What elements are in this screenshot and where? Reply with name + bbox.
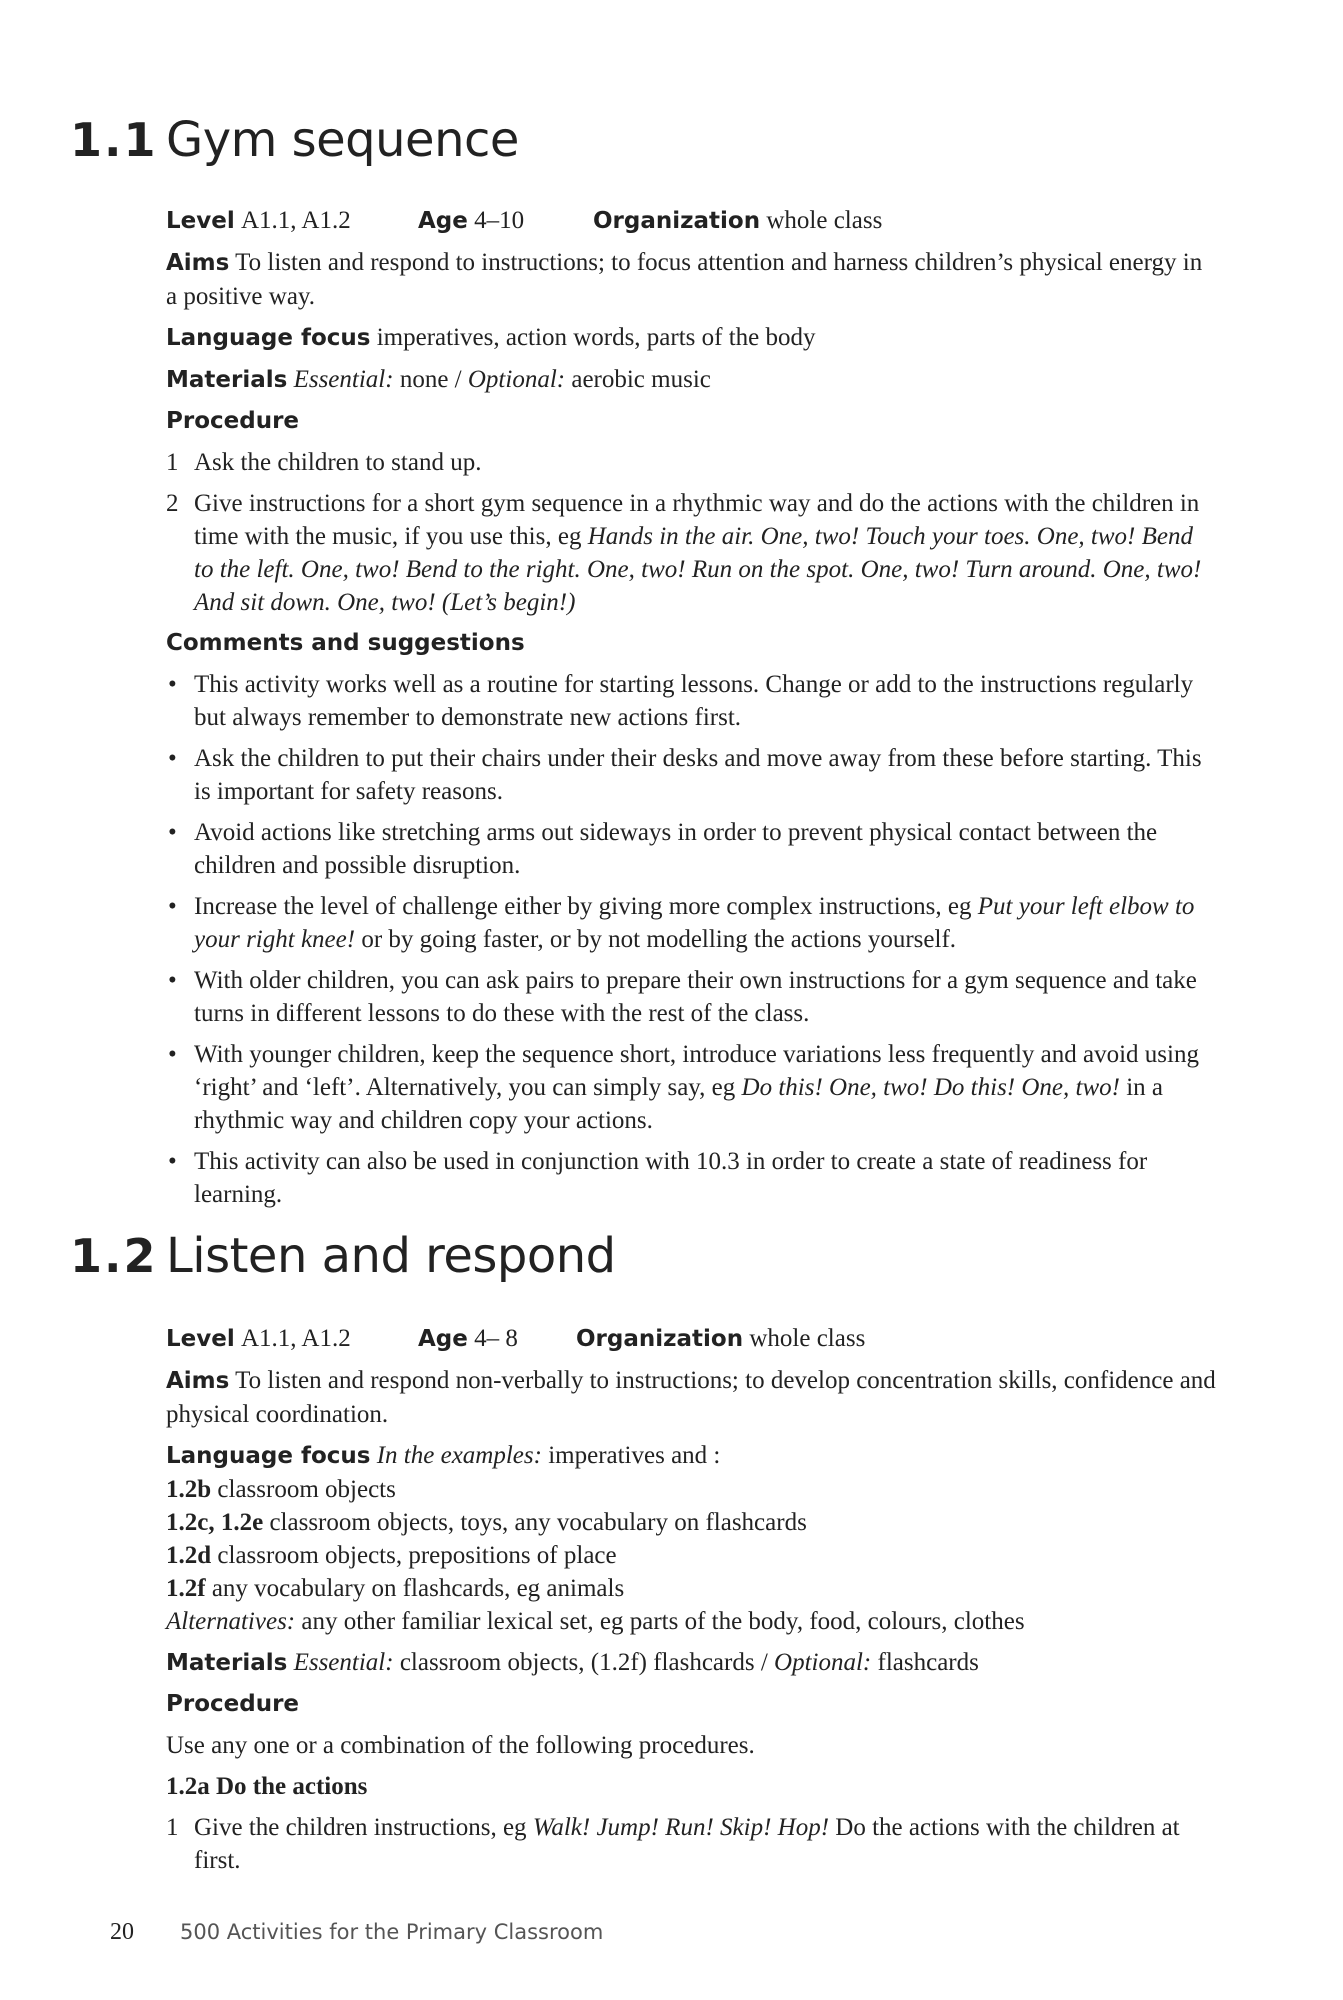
optional-label: Optional: (774, 1649, 872, 1676)
list-item (166, 890, 1216, 956)
list-item (166, 1572, 1216, 1605)
comment-text: With older children, you can ask pairs to prepare their own instructions for a gym sequence and take turns in different lessons to do these with the rest of the class. (194, 967, 1197, 1027)
list-item (166, 964, 1216, 1030)
bullet-icon: • (168, 1148, 177, 1175)
bullet-icon: • (168, 893, 177, 920)
aims-text: To listen and respond non-verbally to instructions; to develop concentration skills, confidence and physical coordination. (166, 1367, 1216, 1428)
aims (166, 246, 1216, 313)
comments-list (166, 668, 1216, 1211)
comment-example: Do this! One, two! Do this! One, two! (741, 1074, 1120, 1101)
list-item (166, 487, 1216, 619)
language-line-text: any vocabulary on flashcards, eg animals (211, 1575, 625, 1602)
age-field (418, 204, 593, 238)
comment-text: This activity can also be used in conjunction with 10.3 in order to create a state of readiness for learning. (194, 1148, 1148, 1208)
materials-label: Materials (166, 1650, 288, 1676)
activity-code: 1.2c, 1.2e (166, 1509, 264, 1536)
bullet-icon: • (168, 671, 177, 698)
procedure-intro: Use any one or a combination of the following procedures. (166, 1732, 755, 1759)
organization-value: whole class (749, 1325, 866, 1352)
language-focus (166, 1439, 1216, 1638)
essential-text: none / (399, 366, 462, 393)
sub-activity-code: 1.2a (166, 1773, 210, 1800)
level-field (166, 1322, 418, 1356)
optional-text: flashcards (877, 1649, 979, 1676)
sub-activity-heading (166, 1770, 1216, 1803)
language-line-text: classroom objects, toys, any vocabulary on flashcards (269, 1509, 807, 1536)
essential-label: Essential: (293, 366, 394, 393)
sub-activity-title: Do the actions (216, 1773, 368, 1800)
list-item (166, 446, 1216, 479)
step-text: Give instructions for a short gym sequence in a rhythmic way and do the actions with the children in time with the music, if you use this, eg (194, 490, 1200, 550)
aims (166, 1364, 1216, 1431)
section-heading-1-2 (70, 1228, 616, 1284)
organization-field (576, 1322, 865, 1356)
comment-text: Ask the children to put their chairs under their desks and move away from these before starting. This is important for safety reasons. (194, 745, 1202, 805)
meta-row (166, 1322, 1216, 1356)
bullet-icon: • (168, 967, 177, 994)
materials-label: Materials (166, 367, 288, 393)
page-number: 20 (110, 1919, 134, 1945)
step-number: 1 (166, 449, 179, 476)
section-number: 1.1 (70, 113, 158, 167)
list-item (166, 1506, 1216, 1539)
optional-label: Optional: (467, 366, 566, 393)
procedure-heading: Procedure (166, 1691, 300, 1717)
procedure-steps (166, 1811, 1216, 1877)
meta-row (166, 204, 1216, 238)
activity-code: 1.2b (166, 1476, 212, 1503)
organization-label: Organization (576, 1326, 744, 1352)
step-number: 1 (166, 1814, 179, 1841)
age-value: 4– 8 (474, 1325, 518, 1352)
step-text: Give the children instructions, eg (194, 1814, 527, 1841)
language-focus (166, 321, 1216, 355)
level-value: A1.1, A1.2 (240, 207, 351, 234)
section-body-1-1 (166, 204, 1216, 1219)
level-label: Level (166, 208, 235, 234)
step-example: Walk! Jump! Run! Skip! Hop! (532, 1814, 830, 1841)
section-heading-1-1 (70, 112, 519, 168)
bullet-icon: • (168, 819, 177, 846)
page-footer (110, 1916, 603, 1949)
essential-text: classroom objects, (1.2f) flashcards / (399, 1649, 768, 1676)
step-text: Do the actions with the children at first. (194, 1814, 1180, 1874)
language-focus-intro: imperatives and : (548, 1442, 721, 1469)
comment-text: in a rhythmic way and children copy your actions. (194, 1074, 1164, 1134)
materials (166, 1646, 1216, 1680)
list-item (166, 668, 1216, 734)
list-item (166, 1811, 1216, 1877)
aims-label: Aims (166, 1368, 230, 1394)
procedure-heading: Procedure (166, 408, 300, 434)
level-label: Level (166, 1326, 235, 1352)
essential-label: Essential: (293, 1649, 394, 1676)
level-field (166, 204, 418, 238)
comment-example: Put your left elbow to your right knee! (194, 893, 1195, 953)
level-value: A1.1, A1.2 (240, 1325, 351, 1352)
organization-label: Organization (593, 208, 761, 234)
section-title: Listen and respond (166, 1228, 616, 1284)
alternatives-text: any other familiar lexical set, eg parts of the body, food, colours, clothes (301, 1608, 1025, 1635)
aims-label: Aims (166, 250, 230, 276)
aims-text: To listen and respond to instructions; to focus attention and harness children’s physical energy in a positive way. (166, 249, 1203, 310)
section-title: Gym sequence (166, 112, 519, 168)
procedure-steps (166, 446, 1216, 619)
age-field (418, 1322, 576, 1356)
alternatives (166, 1605, 1216, 1638)
age-label: Age (418, 1326, 468, 1352)
alternatives-label: Alternatives: (166, 1608, 296, 1635)
comment-text: or by going faster, or by not modelling the actions yourself. (361, 926, 957, 953)
materials (166, 363, 1216, 397)
list-item (166, 1145, 1216, 1211)
age-label: Age (418, 208, 468, 234)
language-focus-text: imperatives, action words, parts of the body (376, 324, 816, 351)
comments-heading: Comments and suggestions (166, 630, 525, 656)
comment-text: Increase the level of challenge either by giving more complex instructions, eg (194, 893, 972, 920)
book-title: 500 Activities for the Primary Classroom (180, 1920, 604, 1944)
optional-text: aerobic music (571, 366, 711, 393)
comment-text: With younger children, keep the sequence short, introduce variations less frequently and avoid using ‘right’ and ‘left’. Alternatively, you can simply say, eg (194, 1041, 1199, 1101)
bullet-icon: • (168, 745, 177, 772)
list-item (166, 816, 1216, 882)
activity-code: 1.2d (166, 1542, 212, 1569)
comment-text: This activity works well as a routine for starting lessons. Change or add to the instructions regularly but always remember to demonstrate new actions first. (194, 671, 1194, 731)
language-line-text: classroom objects (217, 1476, 396, 1503)
organization-field (593, 204, 882, 238)
language-focus-label: Language focus (166, 325, 371, 351)
organization-value: whole class (766, 207, 883, 234)
comment-text: Avoid actions like stretching arms out sideways in order to prevent physical contact between the children and possible disruption. (194, 819, 1158, 879)
language-line-text: classroom objects, prepositions of place (217, 1542, 617, 1569)
list-item (166, 742, 1216, 808)
step-text: Ask the children to stand up. (194, 449, 482, 476)
list-item (166, 1038, 1216, 1137)
section-body-1-2 (166, 1322, 1216, 1885)
activity-code: 1.2f (166, 1575, 206, 1602)
list-item (166, 1473, 1216, 1506)
step-number: 2 (166, 490, 179, 517)
language-focus-label: Language focus (166, 1443, 371, 1469)
section-number: 1.2 (70, 1229, 158, 1283)
age-value: 4–10 (474, 207, 525, 234)
bullet-icon: • (168, 1041, 177, 1068)
step-example: Hands in the air. One, two! Touch your toes. One, two! Bend to the left. One, two! Bend to the right. One, two! Run on the spot. One, two! Turn around. One, two! And sit down. One, two! (Let’s begin!) (194, 523, 1202, 616)
list-item (166, 1539, 1216, 1572)
language-focus-intro-italic: In the examples: (376, 1442, 542, 1469)
